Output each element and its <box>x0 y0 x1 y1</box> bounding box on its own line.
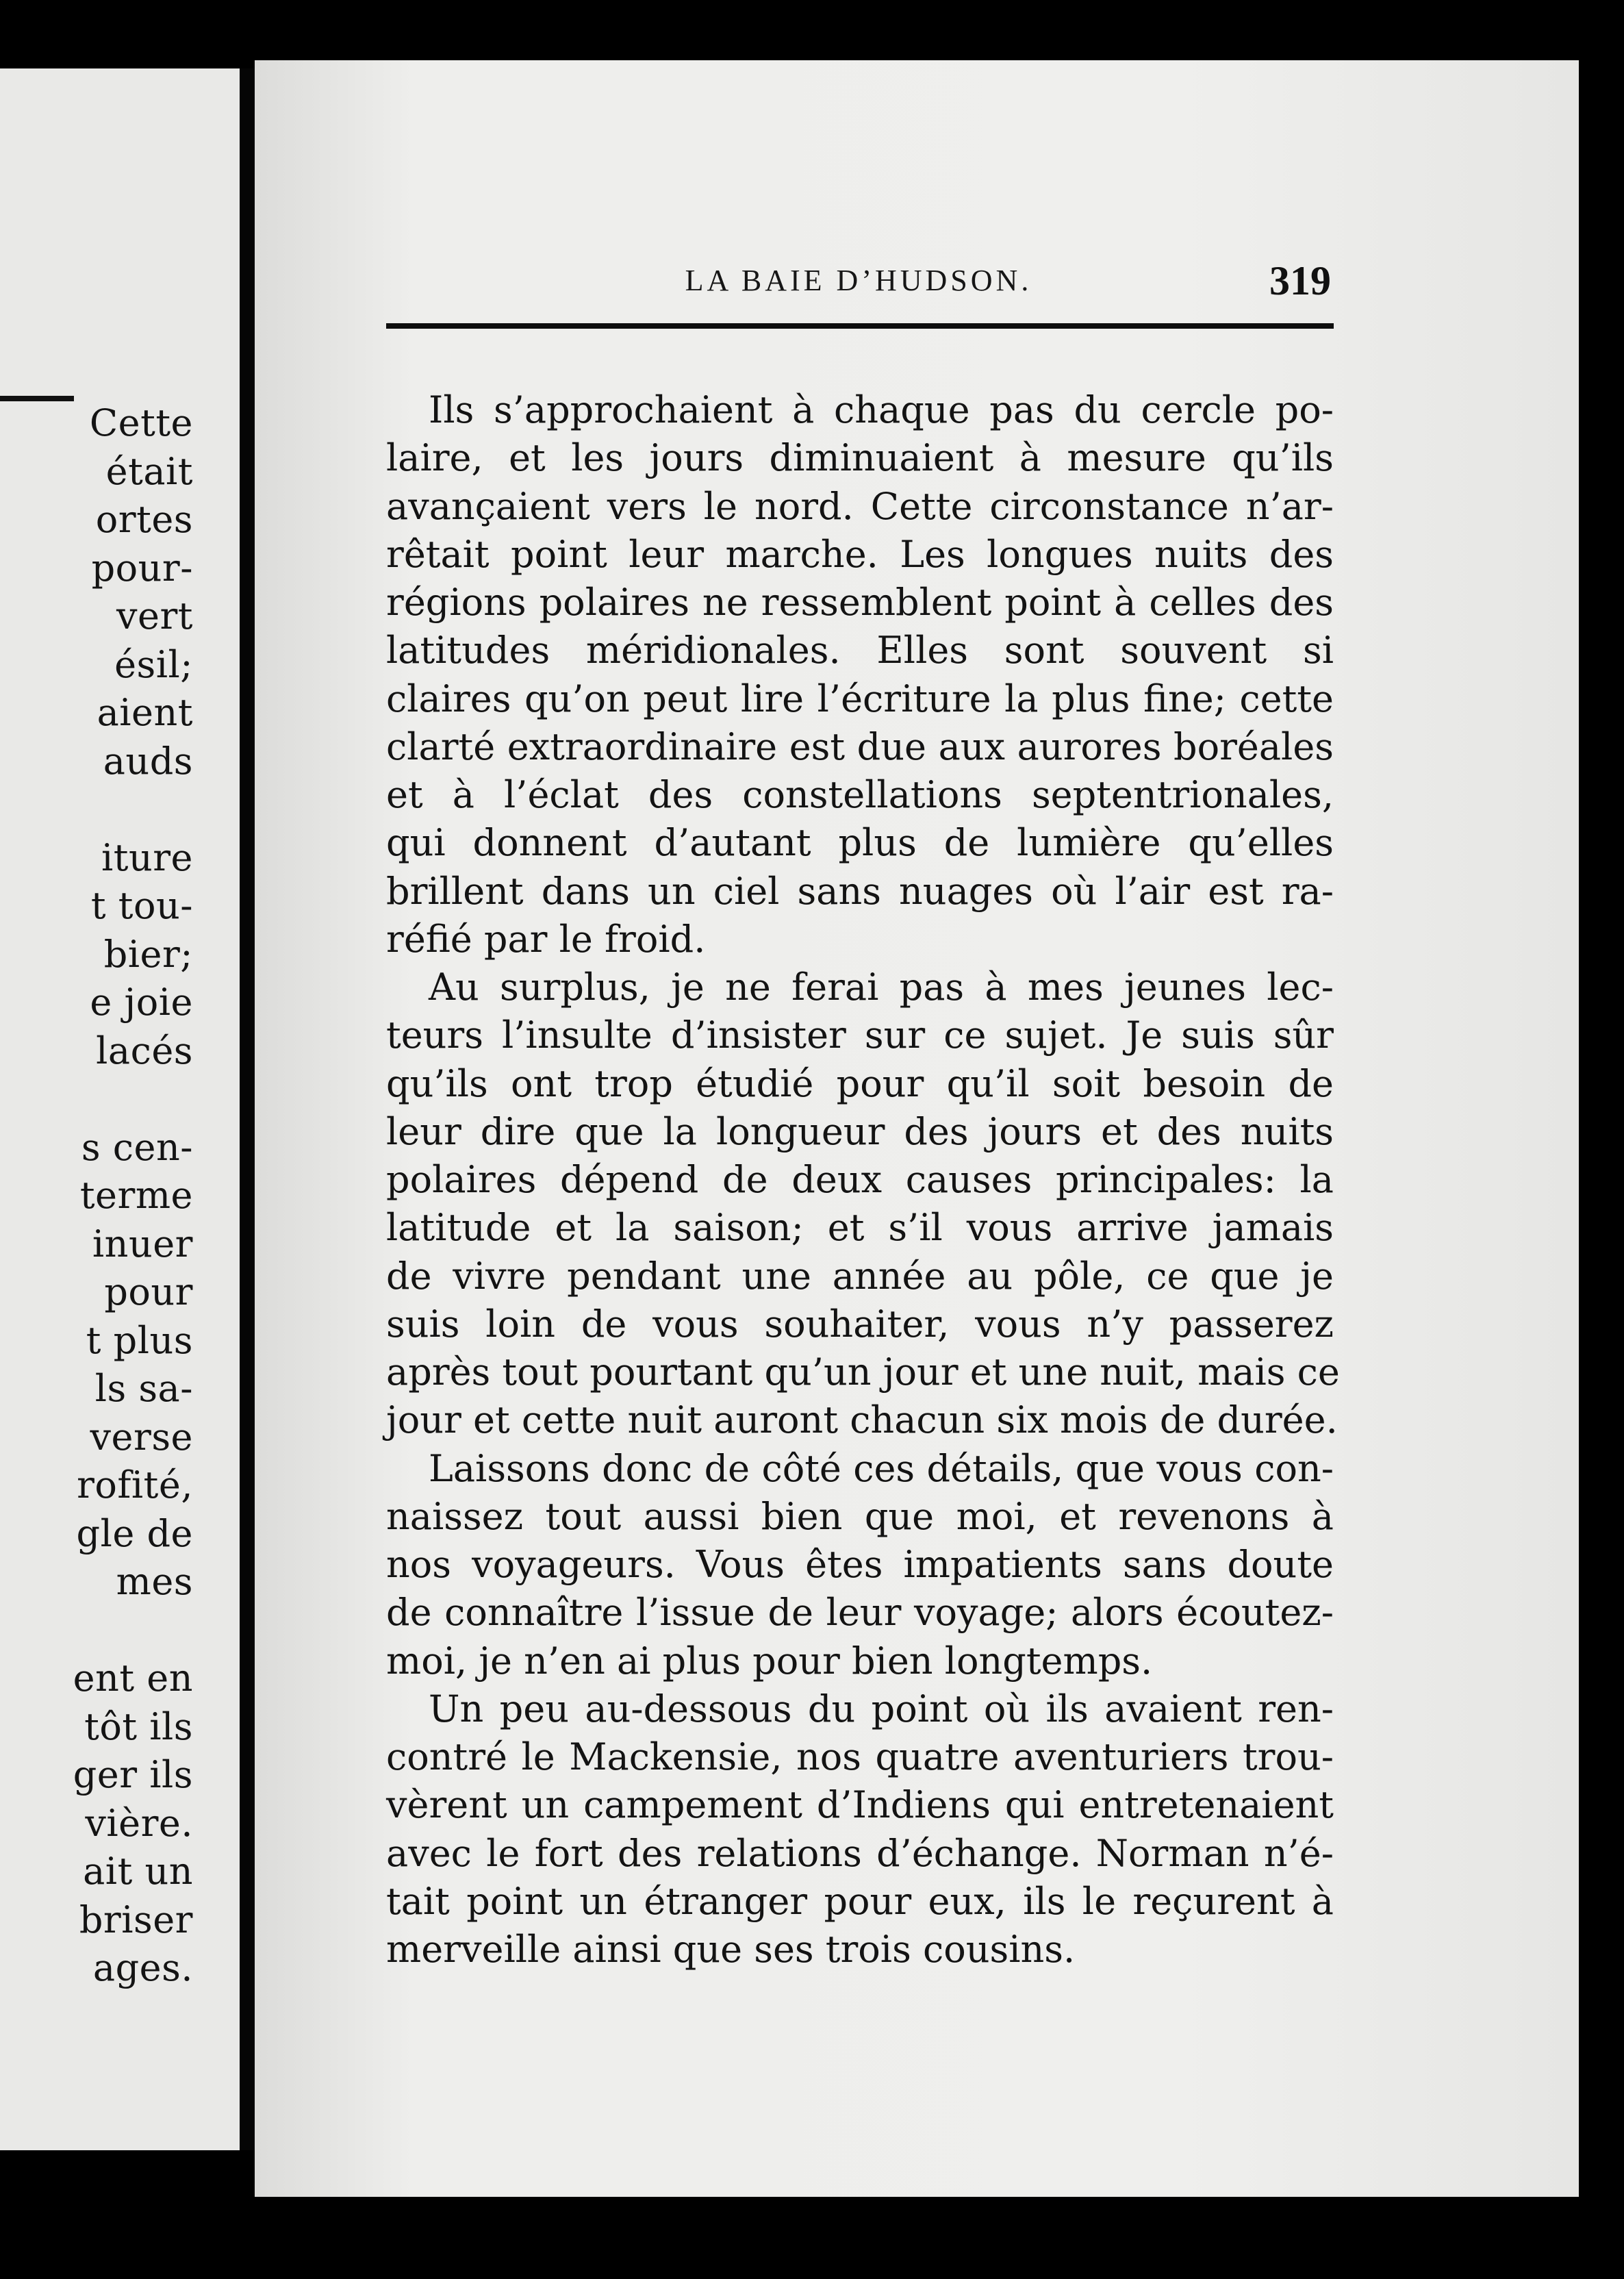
facing-page-line: gle de <box>76 1511 193 1555</box>
text-line: Ils s’approchaient à chaque pas du cercle po- <box>429 388 1334 431</box>
text-line: régions polaires ne ressemblent point à celles des <box>386 581 1334 624</box>
text-line: qui donnent d’autant plus de lumière qu’elles <box>386 821 1334 865</box>
text-line: moi, je n’en ai plus pour bien longtemps. <box>386 1639 1153 1683</box>
text-line: claires qu’on peut lire l’écriture la plus fine; cette <box>386 677 1334 720</box>
text-line: brillent dans un ciel sans nuages où l’air est ra- <box>386 869 1334 913</box>
facing-page-line: ages. <box>92 1946 193 1989</box>
text-line: latitude et la saison; et s’il vous arrive jamais <box>386 1206 1334 1250</box>
facing-page-line: terme <box>79 1174 193 1217</box>
facing-page-line: pour <box>104 1270 193 1313</box>
facing-page-line: inuer <box>92 1222 193 1266</box>
body-text <box>386 386 1340 1974</box>
text-line: de connaître l’issue de leur voyage; alors écoutez- <box>386 1591 1334 1635</box>
text-line: de vivre pendant une année au pôle, ce que je <box>386 1254 1334 1298</box>
text-line: contré le Mackensie, nos quatre aventuriers trou- <box>386 1735 1334 1778</box>
facing-page-line: ent en <box>73 1657 193 1700</box>
text-line: Laissons donc de côté ces détails, que vous con- <box>429 1446 1334 1490</box>
facing-page-line: ortes <box>95 498 193 541</box>
text-line: latitudes méridionales. Elles sont souvent si <box>386 629 1334 672</box>
facing-page-line: rofité, <box>77 1463 193 1507</box>
facing-page-fragment <box>0 68 240 2150</box>
book-gutter <box>240 68 255 2150</box>
text-line: laire, et les jours diminuaient à mesure qu’ils <box>386 436 1334 480</box>
facing-page-line: aient <box>97 691 193 734</box>
page-number: 319 <box>1269 258 1331 303</box>
facing-page-line: auds <box>103 739 193 783</box>
text-line: leur dire que la longueur des jours et des nuits <box>386 1109 1334 1153</box>
header-rule <box>386 323 1334 329</box>
facing-page-line: ésil; <box>114 642 193 686</box>
facing-page-line: mes <box>116 1560 193 1603</box>
text-line: vèrent un campement d’Indiens qui entretenaient <box>386 1783 1334 1827</box>
facing-page-rule <box>0 396 74 401</box>
facing-page-line: verse <box>90 1415 193 1459</box>
text-line: qu’ils ont trop étudié pour qu’il soit besoin de <box>386 1061 1334 1105</box>
text-line: Au surplus, je ne ferai pas à mes jeunes lec- <box>429 966 1334 1009</box>
facing-page-line: t plus <box>86 1318 193 1362</box>
text-line: nos voyageurs. Vous êtes impatients sans doute <box>386 1543 1334 1586</box>
text-line: jour et cette nuit auront chacun six mois de durée. <box>386 1398 1338 1442</box>
facing-page-line: tôt ils <box>84 1704 193 1748</box>
facing-page-line: vière. <box>85 1801 193 1845</box>
running-title: LA BAIE D’HUDSON. <box>685 264 1032 297</box>
facing-page-line: était <box>105 449 193 493</box>
text-line: teurs l’insulte d’insister sur ce sujet. Je suis sûr <box>386 1013 1334 1057</box>
text-line: réfié par le froid. <box>386 917 706 961</box>
text-line: après tout pourtant qu’un jour et une nuit, mais ce <box>386 1350 1340 1394</box>
text-line: merveille ainsi que ses trois cousins. <box>386 1928 1076 1971</box>
page-header <box>386 253 1331 308</box>
facing-page-line: t tou- <box>90 884 193 927</box>
text-line: Un peu au-dessous du point où ils avaient ren- <box>429 1687 1334 1730</box>
text-line: suis loin de vous souhaiter, vous n’y passerez <box>386 1302 1334 1346</box>
facing-page-line: ls sa- <box>94 1367 193 1410</box>
book-page <box>255 60 1579 2197</box>
facing-page-line: ait un <box>83 1850 193 1893</box>
facing-page-line: vert <box>116 594 193 638</box>
facing-page-line: Cette <box>89 401 193 444</box>
facing-page-line: iture <box>101 835 193 879</box>
facing-page-line: lacés <box>96 1029 193 1072</box>
text-line: avec le fort des relations d’échange. Norman n’é- <box>386 1831 1334 1875</box>
text-line: naissez tout aussi bien que moi, et revenons à <box>386 1494 1334 1538</box>
facing-page-line: ger ils <box>73 1753 193 1796</box>
facing-page-line: briser <box>79 1898 193 1941</box>
text-line: clarté extraordinaire est due aux aurores boréales <box>386 725 1334 768</box>
facing-page-line: s cen- <box>81 1125 193 1169</box>
facing-page-line: e joie <box>90 981 193 1024</box>
text-line: avançaient vers le nord. Cette circonstance n’ar- <box>386 484 1334 528</box>
text-line: rêtait point leur marche. Les longues nuits des <box>386 532 1334 576</box>
facing-page-line: bier; <box>103 932 193 976</box>
facing-page-line: pour- <box>91 546 193 590</box>
text-line: tait point un étranger pour eux, ils le reçurent à <box>386 1879 1334 1923</box>
text-line: et à l’éclat des constellations septentrionales, <box>386 773 1334 816</box>
text-line: polaires dépend de deux causes principales: la <box>386 1158 1334 1201</box>
